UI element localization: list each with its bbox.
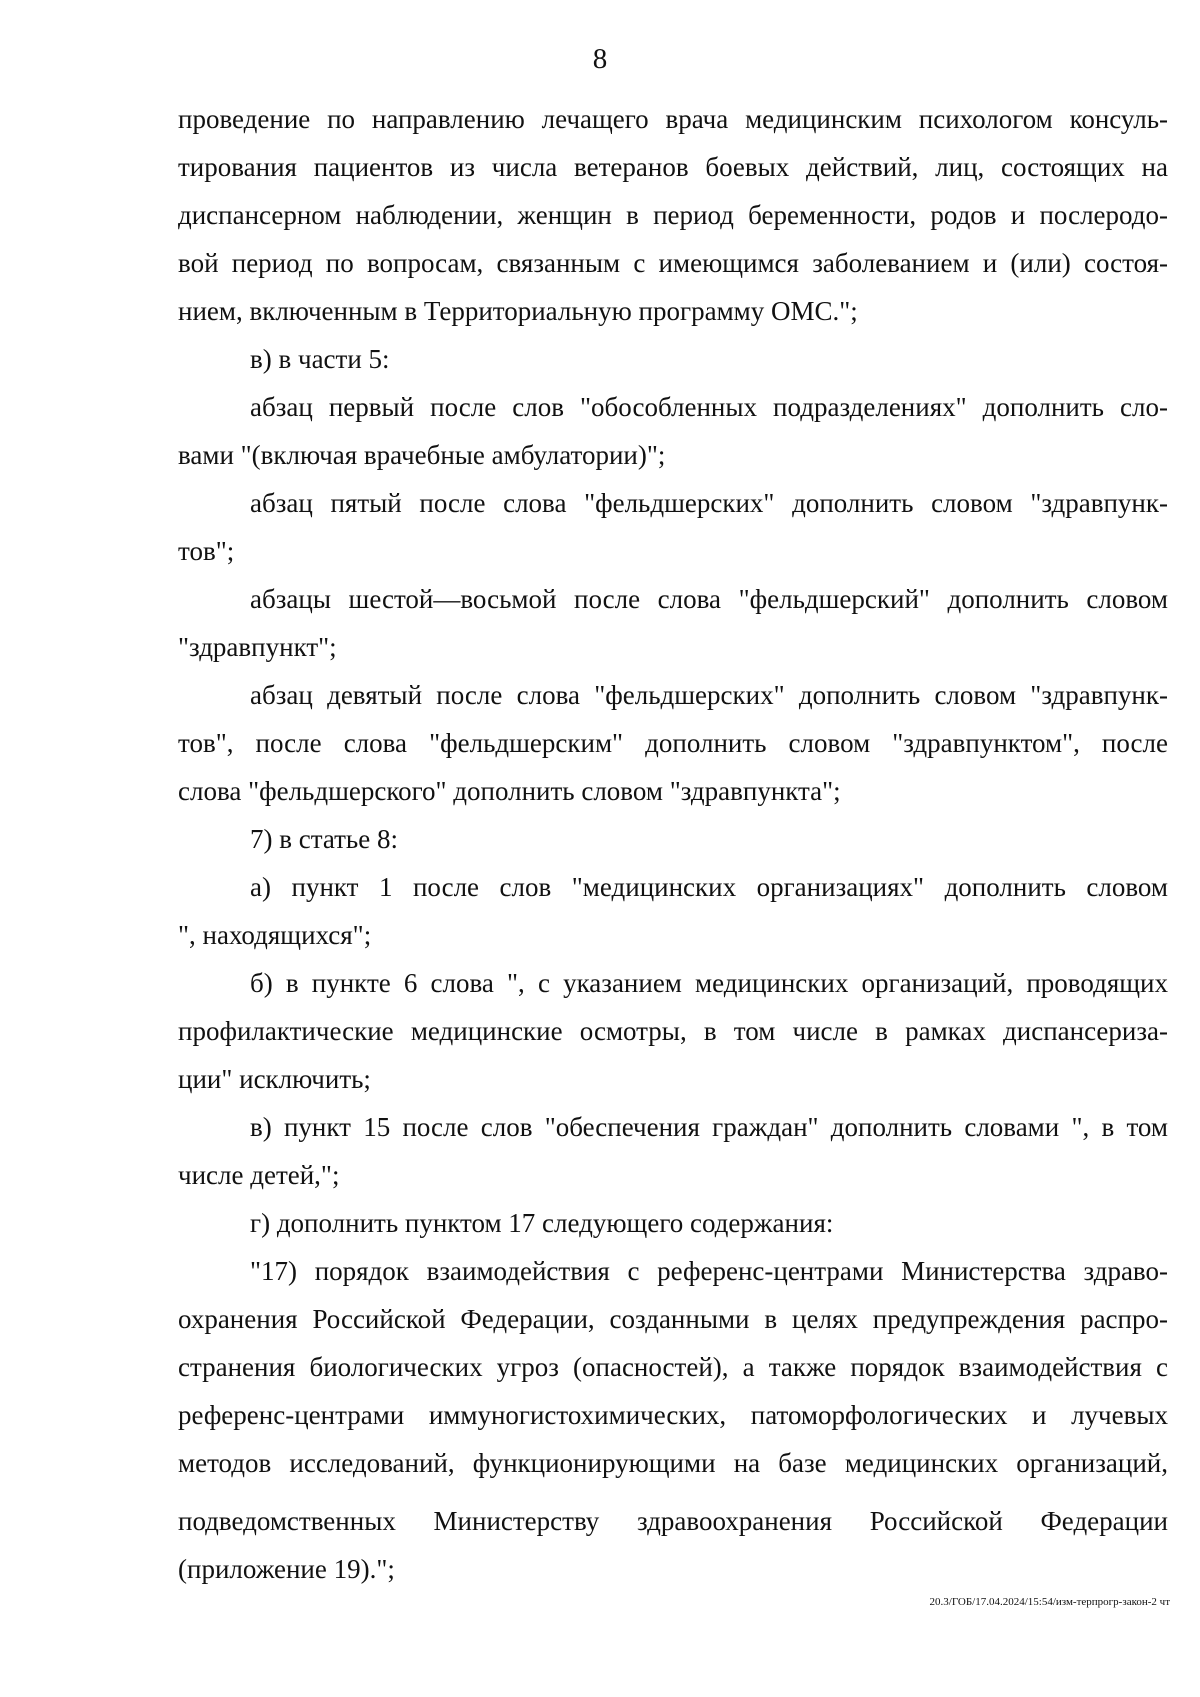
text-line: абзац девятый после слова "фельдшерских" дополнить словом "здравпунк- [250, 680, 1168, 710]
text-line: методов исследований, функционирующими на базе медицинских организаций, [178, 1448, 1168, 1478]
text-line: тирования пациентов из числа ветеранов боевых действий, лиц, состоящих на [178, 152, 1168, 182]
text-line: числе детей,"; [178, 1160, 340, 1190]
text-line: тов", после слова "фельдшерским" дополнить словом "здравпунктом", после [178, 728, 1168, 758]
text-line: диспансерном наблюдении, женщин в период беременности, родов и послеродо- [178, 200, 1168, 230]
text-line: тов"; [178, 536, 235, 566]
text-line: абзацы шестой—восьмой после слова "фельдшерский" дополнить словом [250, 584, 1168, 614]
text-line: в) в части 5: [250, 344, 390, 374]
text-line: "здравпункт"; [178, 632, 337, 662]
text-line: слова "фельдшерского" дополнить словом "здравпункта"; [178, 776, 841, 806]
text-line: абзац первый после слов "обособленных подразделениях" дополнить сло- [250, 392, 1168, 422]
text-line: вами "(включая врачебные амбулатории)"; [178, 440, 666, 470]
text-line: (приложение 19)."; [178, 1554, 395, 1584]
text-line: в) пункт 15 после слов "обеспечения граждан" дополнить словами ", в том [250, 1112, 1168, 1142]
text-line: 7) в статье 8: [250, 824, 398, 854]
document-footer-code: 20.3/ГОБ/17.04.2024/15:54/изм-терпрогр-закон-2 чт [929, 1596, 1170, 1608]
text-line: нием, включенным в Территориальную программу ОМС."; [178, 296, 858, 326]
text-line: а) пункт 1 после слов "медицинских организациях" дополнить словом [250, 872, 1168, 902]
text-line: референс-центрами иммуногистохимических, патоморфологических и лучевых [178, 1400, 1168, 1430]
text-line: проведение по направлению лечащего врача медицинским психологом консуль- [178, 104, 1168, 134]
text-line: профилактические медицинские осмотры, в том числе в рамках диспансериза- [178, 1016, 1168, 1046]
text-line: подведомственных Министерству здравоохранения Российской Федерации [178, 1506, 1168, 1536]
text-line: странения биологических угроз (опасностей), а также порядок взаимодействия с [178, 1352, 1168, 1382]
text-line: абзац пятый после слова "фельдшерских" дополнить словом "здравпунк- [250, 488, 1168, 518]
text-line: "17) порядок взаимодействия с референс-центрами Министерства здраво- [250, 1256, 1168, 1286]
text-line: охранения Российской Федерации, созданными в целях предупреждения распро- [178, 1304, 1168, 1334]
text-line: б) в пункте 6 слова ", с указанием медицинских организаций, проводящих [250, 968, 1168, 998]
page-number: 8 [592, 43, 608, 75]
text-line: ", находящихся"; [178, 920, 372, 950]
document-body [178, 95, 1168, 1593]
text-line: ции" исключить; [178, 1064, 371, 1094]
text-line: г) дополнить пунктом 17 следующего содержания: [250, 1208, 834, 1238]
text-line: вой период по вопросам, связанным с имеющимся заболеванием и (или) состоя- [178, 248, 1168, 278]
